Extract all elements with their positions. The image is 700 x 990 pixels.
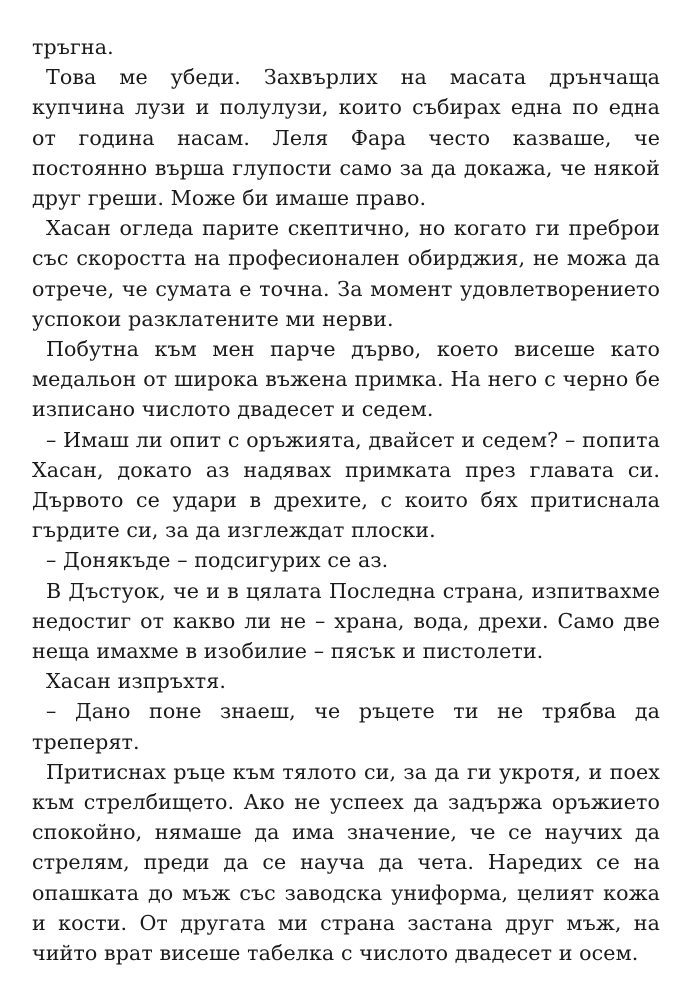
paragraph-dialogue: – Донякъде – подсигурих се аз. — [46, 548, 389, 573]
paragraph: Това ме убеди. Захвърлих на масата дрънчаща купчина лузи и полулузи, които събирах една по една от година насам. Леля Фара често казваше, че постоянно върша глупости само за да докажа, че някой друг греши. Може би имаше право. — [32, 65, 660, 211]
paragraph-dialogue: – Имаш ли опит с оръжията, двайсет и седем? – попита Хасан, докато аз надявах примката през главата си. Дървото се удари в дрехите, с които бях притиснала гърдите си, за да изглеждат плоски. — [32, 427, 660, 543]
paragraph-dialogue: – Дано поне знаеш, че ръцете ти не трябва да треперят. — [32, 699, 660, 754]
paragraph: Побутна към мен парче дърво, което висеше като медальон от широка въжена примка. На него с черно бе изписано числото двадесет и седем. — [32, 337, 660, 422]
paragraph-continuation: тръгна. — [32, 35, 114, 59]
book-page — [32, 32, 660, 968]
paragraph: В Дъстуок, че и в цялата Последна страна, изпитвахме недостиг от какво ли не – храна, вода, дрехи. Само две неща имахме в изобилие – пясък и пистолети. — [32, 578, 660, 664]
paragraph: Хасан огледа парите скептично, но когато ги преброи със скоростта на професионален обирджия, не можа да отрече, че сумата е точна. За момент удовлетворението успокои разклатените ми нерви. — [32, 216, 660, 331]
paragraph: Притиснах ръце към тялото си, за да ги укротя, и поех към стрелбището. Ако не успеех да задържа оръжието спокойно, нямаше да има значение, че се научих да стрелям, преди да се науча да чета. Наредих се на опашката до мъж със заводска униформа, целият кожа и кости. От другата ми страна застана друг мъж, на чийто врат висеше табелка с числото двадесет и осем. — [32, 759, 660, 966]
paragraph: Хасан изпръхтя. — [46, 669, 227, 694]
